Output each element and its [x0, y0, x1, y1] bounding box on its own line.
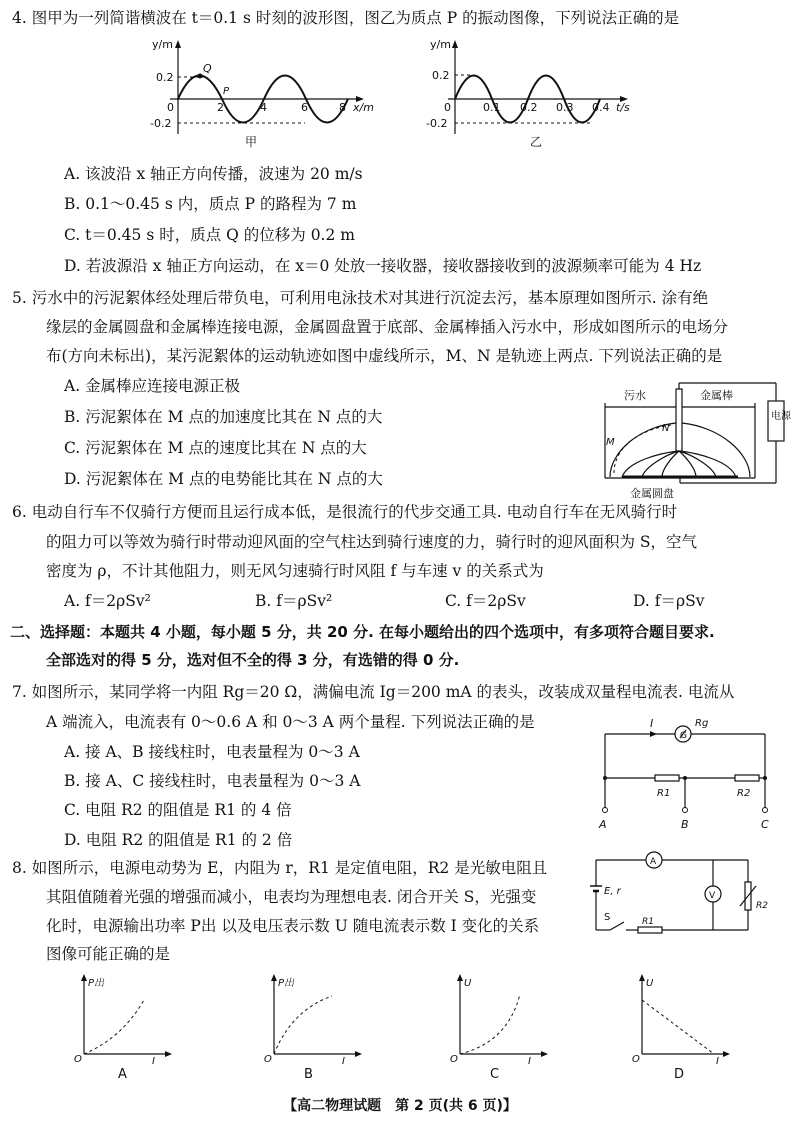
q7-terminal-b: B: [681, 818, 689, 831]
q4-option-a: A. 该波沿 x 轴正方向传播，波速为 20 m/s: [64, 165, 363, 183]
q4-option-b: B. 0.1～0.45 s 内，质点 P 的路程为 7 m: [64, 195, 357, 213]
q7-label-r2: R2: [737, 788, 751, 799]
q7-option-b: B. 接 A、C 接线柱时，电表量程为 0～3 A: [64, 772, 361, 790]
q4-stem: 4. 图甲为一列简谐横波在 t＝0.1 s 时刻的波形图，图乙为质点 P 的振动图像，下列说法正确的是: [12, 9, 680, 27]
point-q: [198, 74, 203, 79]
q8-ammeter-label: A: [650, 857, 657, 867]
jia-ylabel: y/m: [152, 38, 173, 51]
q8-graph-d: [630, 972, 740, 1082]
q7-stem-2: A 端流入，电流表有 0～0.6 A 和 0～3 A 两个量程. 下列说法正确的是: [46, 713, 535, 731]
q5-label-source: 电源: [771, 411, 791, 422]
graph-d-origin: O: [632, 1054, 640, 1065]
q8-stem-4: 图像可能正确的是: [46, 945, 171, 963]
yi-tick: 0.3: [556, 101, 574, 114]
q5-label-n: N: [662, 423, 670, 434]
q8-stem-3: 化时，电源输出功率 P出 以及电压表示数 U 随电流表示数 I 变化的关系: [46, 917, 540, 935]
yi-tick: 0.2: [520, 101, 538, 114]
q7-option-d: D. 电阻 R2 的阻值是 R1 的 2 倍: [64, 831, 293, 849]
q5-stem-2: 缘层的金属圆盘和金属棒连接电源，金属圆盘置于底部、金属棒插入污水中，形成如图所示的电场分: [46, 318, 729, 336]
q7-option-c: C. 电阻 R2 的阻值是 R1 的 4 倍: [64, 801, 292, 819]
q8-r2-label: R2: [756, 901, 768, 911]
graph-c-caption: C: [490, 1067, 500, 1082]
yi-tick: 0.1: [483, 101, 501, 114]
q7-figure: [595, 712, 785, 830]
jia-tick: 8: [339, 101, 346, 114]
graph-d-xlabel: I: [716, 1056, 719, 1067]
q7-terminal-c: C: [761, 818, 769, 831]
q7-option-a: A. 接 A、B 接线柱时，电表量程为 0～3 A: [64, 743, 360, 761]
q8-graph-b: [262, 972, 372, 1082]
yi-y-bot: -0.2: [426, 117, 448, 130]
graph-d-caption: D: [674, 1067, 685, 1082]
q5-label-m: M: [606, 437, 615, 448]
q5-figure: [600, 383, 800, 501]
yi-tick: 0.4: [592, 101, 610, 114]
q8-graph-a: [72, 972, 182, 1082]
jia-origin: 0: [167, 101, 174, 114]
q4-figure-jia: [150, 38, 374, 153]
q8-stem-2: 其阻值随着光强的增强而减小，电表均为理想电表. 闭合开关 S，光强变: [46, 888, 537, 906]
q7-label-g: G: [680, 731, 687, 741]
graph-a-caption: A: [118, 1067, 127, 1082]
q4-option-d: D. 若波源沿 x 轴正方向运动，在 x＝0 处放一接收器，接收器接收到的波源频率可能为 4 Hz: [64, 257, 702, 275]
q7-label-r1: R1: [657, 788, 671, 799]
graph-b-caption: B: [304, 1067, 313, 1082]
q6-stem-1: 6. 电动自行车不仅骑行方便而且运行成本低，是很流行的代步交通工具. 电动自行车在无风骑行时: [12, 503, 678, 521]
q8-source-label: E, r: [604, 886, 621, 897]
graph-c-ylabel: U: [464, 978, 472, 989]
q8-graph-c: [448, 972, 558, 1082]
q5-option-d: D. 污泥絮体在 M 点的电势能比其在 N 点的大: [64, 470, 383, 488]
jia-y-top: 0.2: [156, 71, 174, 84]
yi-xlabel: t/s: [616, 101, 630, 114]
graph-b-ylabel: P出: [278, 978, 295, 989]
q5-option-c: C. 污泥絮体在 M 点的速度比其在 N 点的大: [64, 439, 367, 457]
section2-header: 二、选择题：本题共 4 小题，每小题 5 分，共 20 分. 在每小题给出的四个选项中，有多项符合题目要求.: [10, 623, 715, 641]
jia-caption: 甲: [245, 135, 258, 149]
jia-tick: 4: [260, 101, 267, 114]
graph-b-origin: O: [264, 1054, 272, 1065]
q5-option-b: B. 污泥絮体在 M 点的加速度比其在 N 点的大: [64, 408, 383, 426]
q6-option-a: A. f＝2ρSv²: [64, 592, 151, 610]
q8-figure: [588, 852, 788, 942]
q6-option-b: B. f＝ρSv²: [255, 592, 333, 610]
jia-label-q: Q: [203, 62, 212, 75]
q5-label-disk: 金属圆盘: [630, 487, 674, 500]
jia-y-bot: -0.2: [150, 117, 172, 130]
q7-label-i: I: [650, 717, 654, 730]
yi-ylabel: y/m: [430, 38, 451, 51]
q5-label-rod: 金属棒: [700, 389, 733, 402]
graph-a-origin: O: [74, 1054, 82, 1065]
graph-d-ylabel: U: [646, 978, 654, 989]
yi-caption: 乙: [530, 135, 543, 149]
q4-option-c: C. t＝0.45 s 时，质点 Q 的位移为 0.2 m: [64, 226, 355, 244]
jia-tick: 6: [301, 101, 308, 114]
yi-origin: 0: [444, 101, 451, 114]
q7-stem-1: 7. 如图所示，某同学将一内阻 Rg＝20 Ω，满偏电流 Ig＝200 mA 的表头，改装成双量程电流表. 电流从: [12, 683, 735, 701]
q6-option-c: C. f＝2ρSv: [445, 592, 526, 610]
section2-rules: 全部选对的得 5 分，选对但不全的得 3 分，有选错的得 0 分.: [46, 651, 460, 669]
q6-stem-3: 密度为 ρ，不计其他阻力，则无风匀速骑行时风阻 f 与车速 v 的关系式为: [46, 562, 544, 580]
q8-r1-label: R1: [642, 917, 654, 927]
q6-stem-2: 的阻力可以等效为骑行时带动迎风面的空气柱达到骑行速度的力，骑行时的迎风面积为 S，空气: [46, 533, 698, 551]
graph-a-xlabel: I: [152, 1056, 155, 1067]
q8-voltmeter-label: V: [709, 891, 716, 901]
q7-terminal-a: A: [599, 818, 607, 831]
q6-option-d: D. f＝ρSv: [633, 592, 705, 610]
graph-a-ylabel: P出: [88, 978, 105, 989]
jia-tick: 2: [217, 101, 224, 114]
jia-label-p: P: [223, 86, 230, 97]
q8-switch-label: S: [604, 912, 611, 923]
q7-label-rg: Rg: [695, 718, 709, 729]
q5-stem-3: 布(方向未标出)，某污泥絮体的运动轨迹如图中虚线所示，M、N 是轨迹上两点. 下列说法正确的是: [46, 347, 723, 365]
page-footer: 【高二物理试题 第 2 页(共 6 页)】: [283, 1098, 517, 1114]
q5-stem-1: 5. 污水中的污泥絮体经处理后带负电，可利用电泳技术对其进行沉淀去污，基本原理如图所示. 涂有绝: [12, 289, 709, 307]
jia-xlabel: x/m: [353, 101, 374, 114]
graph-c-origin: O: [450, 1054, 458, 1065]
graph-c-xlabel: I: [528, 1056, 531, 1067]
graph-b-xlabel: I: [342, 1056, 345, 1067]
q8-stem-1: 8. 如图所示，电源电动势为 E，内阻为 r，R1 是定值电阻，R2 是光敏电阻且: [12, 859, 548, 877]
q5-option-a: A. 金属棒应连接电源正极: [64, 377, 241, 395]
yi-y-top: 0.2: [432, 69, 450, 82]
q4-figure-yi: [426, 38, 665, 153]
q5-label-water: 污水: [624, 389, 646, 402]
